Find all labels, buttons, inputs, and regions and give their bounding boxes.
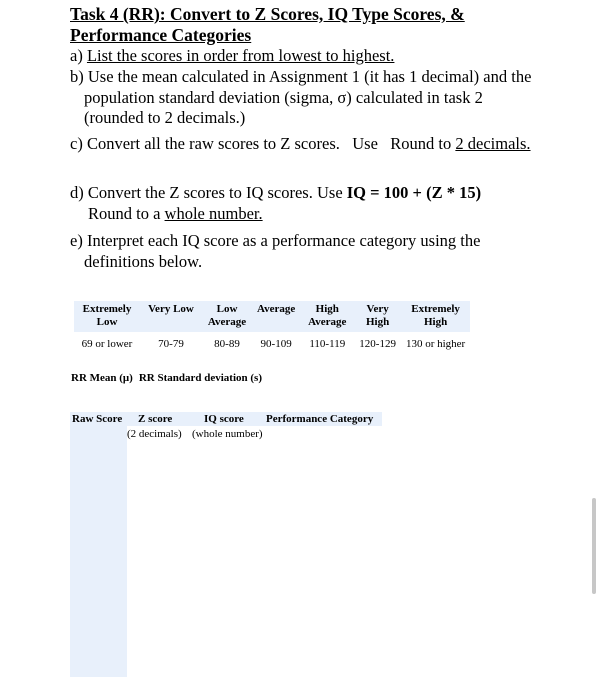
rr-sd-label: RR Standard deviation (s) xyxy=(138,372,262,384)
instruction-d-round-underlined: whole number. xyxy=(164,203,263,223)
instruction-d xyxy=(70,183,558,224)
category-label: Very Low xyxy=(140,301,202,332)
vertical-scrollbar[interactable] xyxy=(592,498,596,594)
instruction-e: e) Interpret each IQ score as a performance category using the definitions below. xyxy=(70,231,481,271)
instruction-c xyxy=(70,134,544,155)
iq-formula: IQ = 100 + (Z * 15) xyxy=(346,183,482,202)
iq-score-subheader: (whole number) xyxy=(192,428,263,440)
instruction-a-text: List the scores in order from lowest to highest. xyxy=(86,46,395,65)
z-score-subheader: (2 decimals) xyxy=(127,428,182,440)
category-label-row xyxy=(74,301,470,332)
category-range: 90-109 xyxy=(260,338,292,350)
instruction-a xyxy=(70,46,394,67)
performance-category-header: Performance Category xyxy=(266,413,374,425)
instruction-c-text: c) Convert all the raw scores to Z scores. Use Round to xyxy=(70,134,456,153)
performance-category-table xyxy=(74,301,470,353)
category-range: 130 or higher xyxy=(405,338,466,350)
category-label: High Average xyxy=(300,301,354,332)
raw-score-header: Raw Score xyxy=(72,413,123,425)
rr-stats xyxy=(71,372,268,384)
category-range: 69 or lower xyxy=(81,338,133,350)
raw-score-column xyxy=(70,426,127,677)
category-range: 110-119 xyxy=(309,338,346,350)
rr-mean-label: RR Mean (μ) xyxy=(71,372,133,384)
category-range: 80-89 xyxy=(214,338,240,350)
category-range: 120-129 xyxy=(359,338,396,350)
page-title: Task 4 (RR): Convert to Z Scores, IQ Type Scores, & Performance Categories xyxy=(70,4,465,45)
category-label: Extremely High xyxy=(401,301,470,332)
category-label: Very High xyxy=(354,301,401,332)
instruction-c-underlined: 2 decimals. xyxy=(455,134,531,153)
z-score-header: Z score xyxy=(138,413,173,425)
category-label: Low Average xyxy=(202,301,252,332)
category-range: 70-79 xyxy=(158,338,184,350)
instruction-d-round: Round to a xyxy=(88,203,165,223)
instruction-d-text: d) Convert the Z scores to IQ scores. Use xyxy=(70,183,347,202)
instruction-b: b) Use the mean calculated in Assignment 1 (it has 1 decimal) and the population standard deviation (sigma, σ) calculated in task 2 (rounded to 2 decimals.) xyxy=(70,67,532,127)
category-label: Average xyxy=(252,301,300,332)
category-range-row xyxy=(74,332,470,353)
iq-score-header: IQ score xyxy=(204,413,244,425)
category-label: Extremely Low xyxy=(74,301,140,332)
instruction-a-prefix: a) xyxy=(70,46,87,65)
